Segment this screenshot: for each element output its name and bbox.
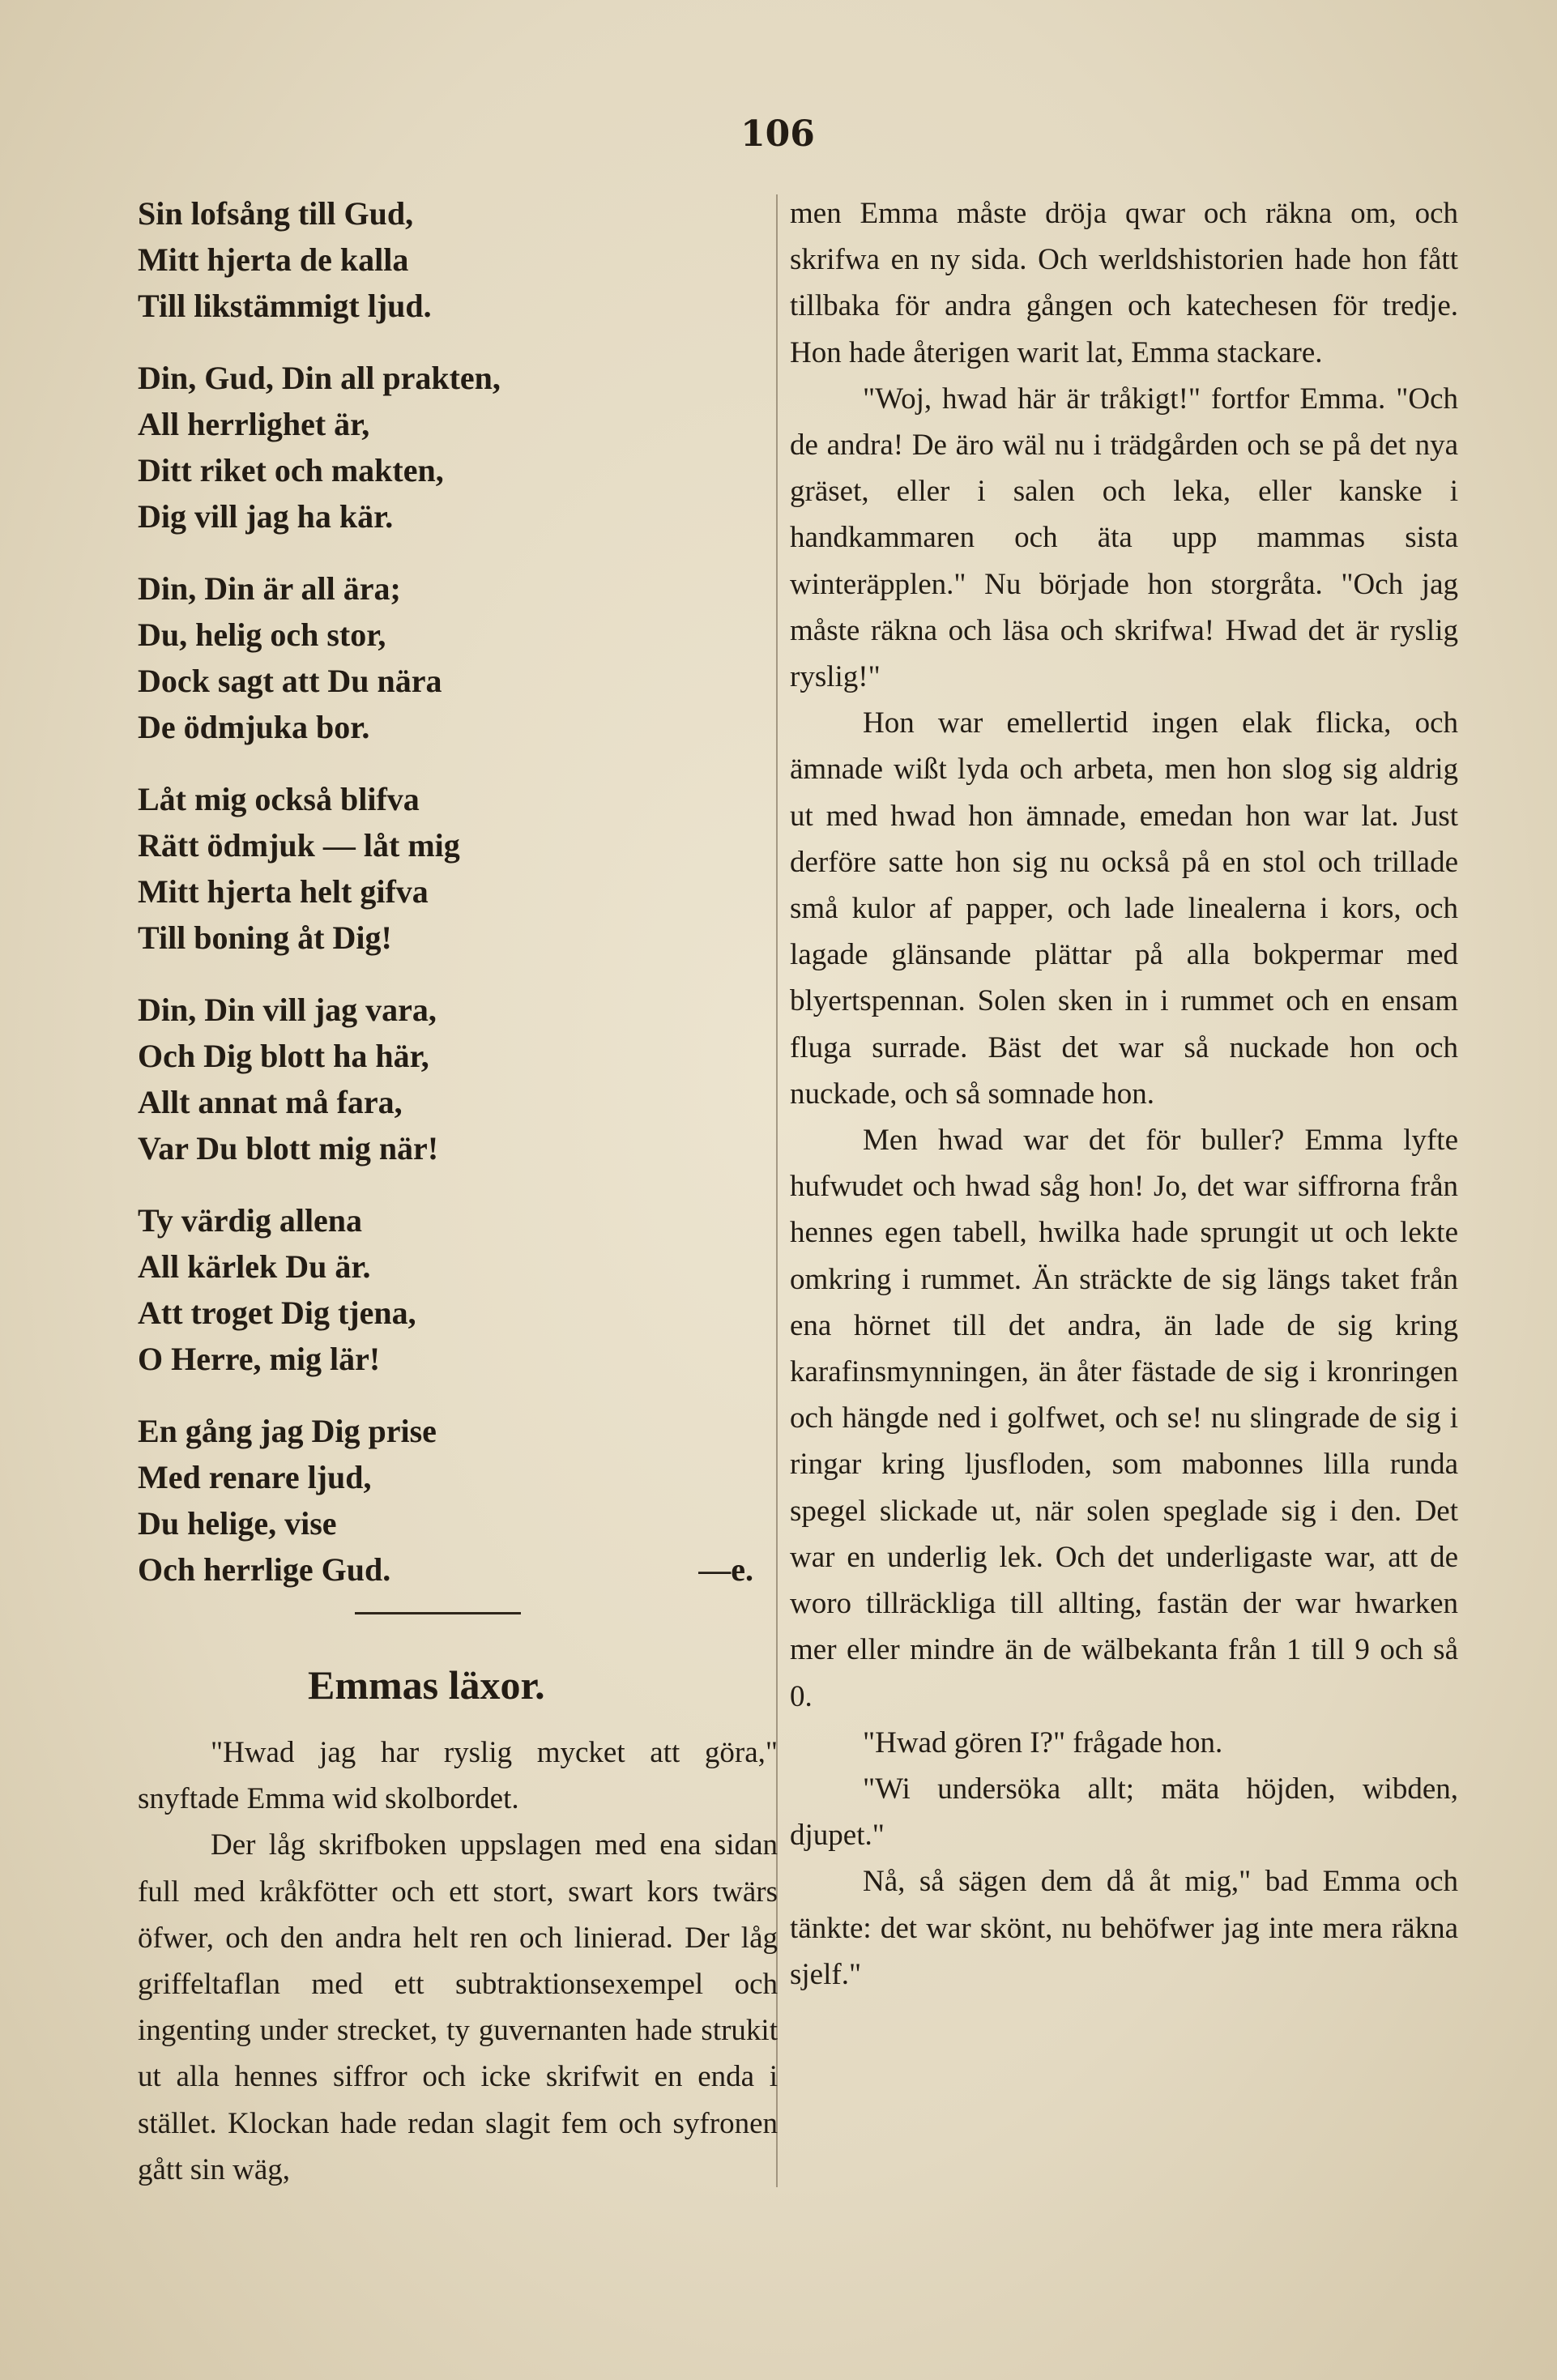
paragraph: "Woj, hwad här är tråkigt!" fortfor Emma. "Och de andra! De äro wäl nu i trädgården och se på det nya gräset, eller i salen och leka, eller kanske i handkammaren och äta upp mammas sista winteräpplen." Nu började hon storgråta. "Och jag måste räkna och läsa och skrifwa! Hwad det är ryslig ryslig!": [790, 382, 1458, 694]
poem-stanza: [138, 190, 778, 329]
paragraph: Hon war emellertid ingen elak flicka, och ämnade wißt lyda och arbeta, men hon slog sig aldrig ut med hwad hon ämnade, emedan hon war lat. Just derföre satte hon sig nu också på en stol och trillade små kulor af papper, och lade linealerna i kors, och lagade glänsande plättar på alla bokpermar med blyertspennan. Solen sken in i rummet och en ensam fluga surrade. Bäst det war så nuckade hon och nuckade, och så somnade hon.: [790, 706, 1458, 1111]
poem-stanza: [138, 1408, 778, 1593]
left-column: [138, 190, 778, 2193]
paragraph: "Hwad jag har ryslig mycket att göra," snyftade Emma wid skolbordet.: [138, 1736, 778, 1816]
poem-line: Din, Din är all ära;: [138, 570, 401, 607]
poem-line: Att troget Dig tjena,: [138, 1294, 416, 1331]
poem-line: Ty värdig allena: [138, 1202, 363, 1239]
paragraph: men Emma måste dröja qwar och räkna om, och skrifwa en ny sida. Och werldshistorien hade hon fått tillbaka för andra gången och katechesen för tredje. Hon hade återigen warit lat, Emma stackare.: [790, 197, 1458, 369]
poem-line: Rätt ödmjuk — låt mig: [138, 827, 460, 864]
poem-line: All herrlighet är,: [138, 406, 370, 442]
author-signature: —e.: [698, 1551, 753, 1588]
poem-line: Du helige, vise: [138, 1505, 337, 1542]
poem-line: En gång jag Dig prise: [138, 1413, 437, 1449]
poem-line-text: Och herrlige Gud.: [138, 1551, 391, 1588]
poem-line: Och Dig blott ha här,: [138, 1038, 429, 1074]
poem-line: Dock sagt att Du nära: [138, 663, 442, 699]
poem-line: Till boning åt Dig!: [138, 919, 392, 956]
poem-line: All kärlek Du är.: [138, 1248, 371, 1285]
poem-line: Sin lofsång till Gud,: [138, 195, 414, 232]
poem-line: Allt annat må fara,: [138, 1084, 403, 1120]
poem-line: Din, Gud, Din all prakten,: [138, 360, 501, 396]
poem-stanza: [138, 987, 778, 1171]
paragraph: "Hwad gören I?" frågade hon.: [863, 1725, 1223, 1759]
poem-stanza: [138, 1197, 778, 1382]
paragraph: "Wi undersöka allt; mäta höjden, wibden, djupet.": [790, 1772, 1458, 1853]
poem-stanza: [138, 355, 778, 540]
poem-line: Ditt riket och makten,: [138, 452, 444, 488]
poem-stanza: [138, 776, 778, 961]
poem-line: Du, helig och stor,: [138, 616, 386, 653]
page-number: 106: [740, 113, 815, 155]
poem-line: Mitt hjerta helt gifva: [138, 873, 429, 910]
poem-line: [138, 1546, 778, 1593]
poem-line: Var Du blott mig när!: [138, 1130, 439, 1167]
poem-line: O Herre, mig lär!: [138, 1341, 381, 1377]
paragraph: Der låg skrifboken uppslagen med ena sidan full med kråkfötter och ett stort, swart kors twärs öfwer, och den andra helt ren och linierad. Der låg griffeltaflan med ett subtraktionsexempel och ingenting under strecket, ty guvernanten hade strukit ut alla hennes siffror och icke skrifwit en enda i stället. Klockan hade redan slagit fem och syfronen gått sin wäg,: [138, 1828, 778, 2186]
poem-line: Dig vill jag ha kär.: [138, 498, 394, 535]
right-column: [790, 190, 1458, 1998]
poem-line: Mitt hjerta de kalla: [138, 241, 409, 278]
poem-line: Med renare ljud,: [138, 1459, 372, 1495]
section-divider: [355, 1612, 521, 1614]
paragraph: Men hwad war det för buller? Emma lyfte hufwudet och hwad såg hon! Jo, det war siffrorna från hennes egen tabell, hwilka hade sprungit ut och lekte omkring i rummet. Än sträckte de sig längs taket från ena hörnet till det andra, än lade de sig kring karafinsmynningen, än åter fästade de sig i kronringen och hängde ned i golfwet, och se! nu slingrade de sig i ringar kring ljusfloden, som mabonnes lilla runda spegel slickade ut, när solen speglade sig i den. Det war en underlig lek. Och det underligaste war, att de woro tillräckliga till allting, fastän der war hwarken mer eller mindre än de wälbekanta från 1 till 9 och så 0.: [790, 1124, 1458, 1713]
poem-line: Låt mig också blifva: [138, 781, 420, 817]
poem-line: De ödmjuka bor.: [138, 709, 370, 745]
paragraph: Nå, så sägen dem då åt mig," bad Emma och tänkte: det war skönt, nu behöfwer jag inte mera räkna sjelf.": [790, 1865, 1458, 1991]
section-title: Emmas läxor.: [308, 1662, 545, 1708]
poem-stanza: [138, 565, 778, 750]
poem-line: Din, Din vill jag vara,: [138, 992, 437, 1028]
poem: [138, 190, 778, 1593]
poem-line: Till likstämmigt ljud.: [138, 288, 432, 324]
